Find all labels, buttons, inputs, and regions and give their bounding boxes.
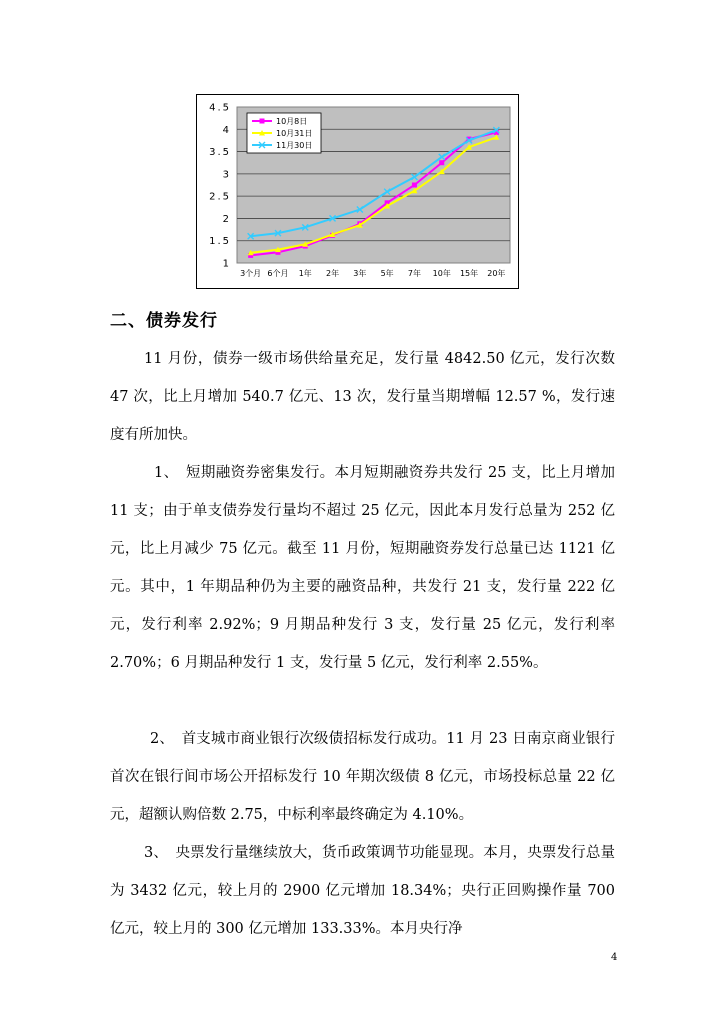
x-tick-label: 6个月 <box>267 269 289 278</box>
paragraph-subordinated-debt: 2、 首支城市商业银行次级债招标发行成功。11 月 23 日南京商业银行首次在银行间市场公开招标发行 10 年期次级债 8 亿元，市场投标总量 22 亿元，超额认购倍数 2.75，中标利率最终确定为 4.10%。 <box>110 731 615 823</box>
legend-label: 10月31日 <box>276 129 313 138</box>
section-heading: 二、债券发行 <box>110 311 218 331</box>
x-tick-label: 1年 <box>298 269 312 278</box>
x-tick-label: 20年 <box>487 269 506 278</box>
y-tick-label: 3.5 <box>209 147 231 159</box>
x-tick-label: 3个月 <box>240 269 262 278</box>
y-tick-label: 1 <box>222 258 231 270</box>
y-tick-label: 3 <box>222 169 231 181</box>
x-tick-label: 2年 <box>326 269 340 278</box>
paragraph-central-bank-bills: 3、 央票发行量继续放大，货币政策调节功能显现。本月，央票发行总量为 3432 亿元，较上月的 2900 亿元增加 18.34%；央行正回购操作量 700 亿元，较上月的 300 亿元增加 133.33%。本月央行净 <box>110 845 615 937</box>
data-point <box>439 160 444 165</box>
x-tick-label: 7年 <box>407 269 421 278</box>
page-number: 4 <box>611 952 618 963</box>
legend-label: 10月8日 <box>276 117 308 126</box>
yield-curve-chart <box>196 94 519 289</box>
x-tick-label: 15年 <box>459 269 479 278</box>
y-tick-label: 4.5 <box>209 102 231 114</box>
data-point <box>412 183 417 188</box>
x-tick-label: 3年 <box>353 269 367 278</box>
paragraph-short-term-bills: 1、 短期融资券密集发行。本月短期融资券共发行 25 支，比上月增加 11 支；由于单支债券发行量均不超过 25 亿元，因此本月发行总量为 252 亿元，比上月减少 75 亿元。截至 11 月份，短期融资券发行总量已达 1121 亿元。其中，1 年期品种仍为主要的融资品种，共发行 21 支，发行量 222 亿元，发行利率 2.92%；9 月期品种发行 3 支，发行量 25 亿元，发行利率 2.70%；6 月期品种发行 1 支，发行量 5 亿元，发行利率 2.55%。 <box>110 465 615 671</box>
y-tick-label: 1.5 <box>209 236 231 248</box>
paragraph-issuance-overview: 11 月份，债券一级市场供给量充足，发行量 4842.50 亿元，发行次数 47 次，比上月增加 540.7 亿元、13 次，发行量当期增幅 12.57 %，发行速度有所加快。 <box>110 351 615 443</box>
legend-label: 11月30日 <box>276 141 313 150</box>
x-tick-label: 5年 <box>380 269 394 278</box>
y-tick-label: 4 <box>222 124 231 136</box>
x-tick-label: 10年 <box>432 269 451 278</box>
chart-canvas <box>197 95 518 288</box>
y-tick-label: 2 <box>222 213 231 225</box>
legend-swatch-marker <box>260 119 265 124</box>
y-tick-label: 2.5 <box>209 191 231 203</box>
